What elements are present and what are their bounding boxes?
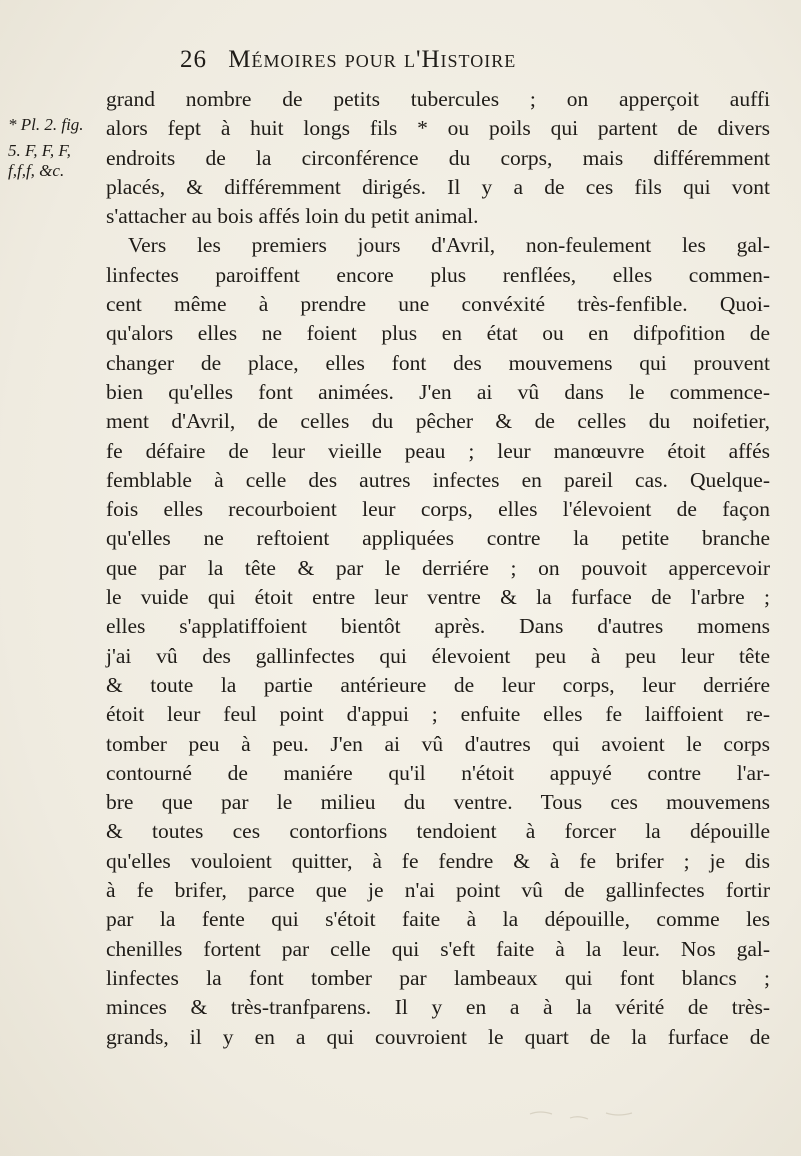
text-line: bre que par le milieu du ventre. Tous ces mouvemens <box>106 790 770 815</box>
text-line: par la fente qui s'étoit faite à la dépouille, comme les <box>106 907 770 932</box>
text-line: linfectes la font tomber par lambeaux qui font blancs ; <box>106 965 770 990</box>
text-line: cent même à prendre une convéxité très-fenfible. Quoi- <box>106 292 770 317</box>
text-line: qu'elles ne reftoient appliquées contre la petite branche <box>106 526 770 551</box>
text-line: à fe brifer, parce que je n'ai point vû de gallinfectes fortir <box>106 878 770 903</box>
text-line: qu'elles vouloient quitter, à fe fendre & à fe brifer ; je dis <box>106 848 770 873</box>
page-number: 26 <box>180 46 207 73</box>
margin-note-plate-ref: * Pl. 2. fig. <box>8 115 84 134</box>
text-line: elles s'applatiffoient bientôt après. Dans d'autres momens <box>106 614 770 639</box>
text-line: & toute la partie antérieure de leur corps, leur derriére <box>106 672 770 697</box>
text-line: placés, & différemment dirigés. Il y a de ces fils qui vont <box>106 174 770 199</box>
text-line: que par la tête & par le derriére ; on pouvoit appercevoir <box>106 555 770 580</box>
text-line: qu'alors elles ne foient plus en état ou en difpofition de <box>106 321 770 346</box>
text-line: Vers les premiers jours d'Avril, non-feulement les gal- <box>128 233 770 258</box>
text-line: j'ai vû des gallinfectes qui élevoient peu à peu leur tête <box>106 643 770 668</box>
text-line: fois elles recourboient leur corps, elles l'élevoient de façon <box>106 497 770 522</box>
margin-note-figure-letters-cont: f,f,f, &c. <box>8 161 65 180</box>
text-line: tomber peu à peu. J'en ai vû d'autres qui avoient le corps <box>106 731 770 756</box>
running-title: Mémoires pour l'Histoire <box>228 46 517 73</box>
text-line: minces & très-tranfparens. Il y en a à la vérité de très- <box>106 995 770 1020</box>
body-text <box>106 85 770 1052</box>
bleed-through-marks <box>520 1108 660 1128</box>
text-line: linfectes paroiffent encore plus renflées, elles commen- <box>106 262 770 287</box>
text-line: contourné de maniére qu'il n'étoit appuyé contre l'ar- <box>106 760 770 785</box>
text-line: grand nombre de petits tubercules ; on apperçoit auffi <box>106 87 770 111</box>
text-line: grands, il y en a qui couvroient le quart de la furface de <box>106 1024 770 1049</box>
text-line: ment d'Avril, de celles du pêcher & de celles du noifetier, <box>106 409 770 434</box>
text-line: alors fept à huit longs fils * ou poils qui partent de divers <box>106 116 770 141</box>
text-line: le vuide qui étoit entre leur ventre & la furface de l'arbre ; <box>106 585 770 610</box>
text-line: & toutes ces contorfions tendoient à forcer la dépouille <box>106 819 770 844</box>
text-line: s'attacher au bois affés loin du petit animal. <box>106 204 479 229</box>
text-line: bien qu'elles font animées. J'en ai vû dans le commence- <box>106 379 770 404</box>
text-line: étoit leur feul point d'appui ; enfuite elles fe laiffoient re- <box>106 702 770 727</box>
text-line: changer de place, elles font des mouvemens qui prouvent <box>106 350 770 375</box>
running-header <box>180 46 700 74</box>
text-line: femblable à celle des autres infectes en pareil cas. Quelque- <box>106 467 770 492</box>
text-line: fe défaire de leur vieille peau ; leur manœuvre étoit affés <box>106 438 770 463</box>
text-line: endroits de la circonférence du corps, mais différemment <box>106 145 770 170</box>
margin-note-figure-letters: 5. F, F, F, <box>8 141 71 160</box>
text-line: chenilles fortent par celle qui s'eft faite à la leur. Nos gal- <box>106 936 770 961</box>
